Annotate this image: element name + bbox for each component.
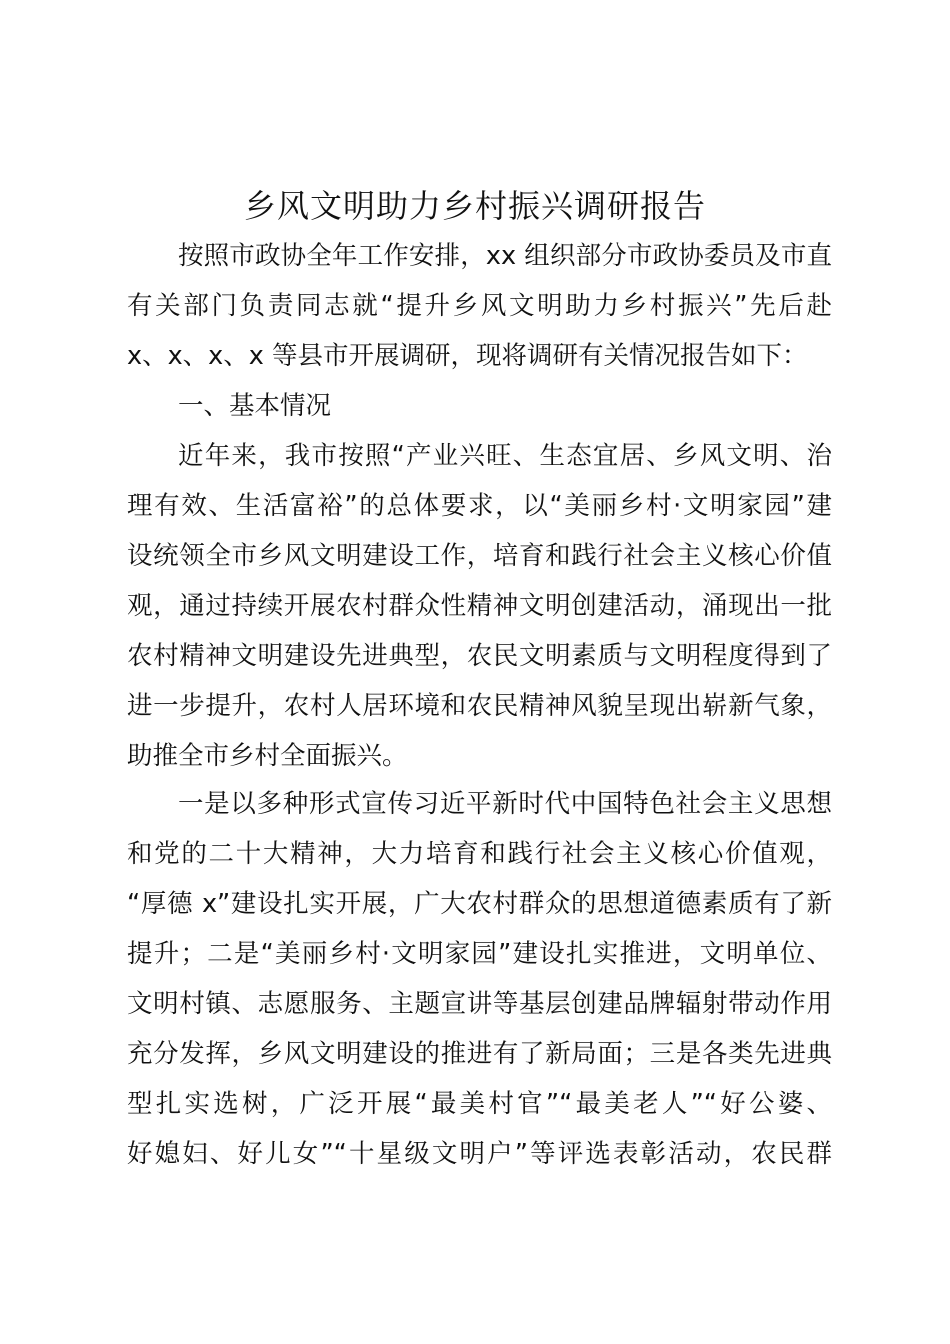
paragraph-line: 和党的二十大精神，大力培育和践行社会主义核心价值观， [127, 839, 832, 869]
paragraph-line: 理有效、生活富裕”的总体要求，以“美丽乡村·文明家园”建 [127, 491, 832, 521]
paragraph-line: 一是以多种形式宣传习近平新时代中国特色社会主义思想 [178, 789, 832, 819]
paragraph-line: 型扎实选树，广泛开展“最美村官”“最美老人”“好公婆、 [127, 1089, 832, 1119]
paragraph-line: 充分发挥，乡风文明建设的推进有了新局面；三是各类先进典 [127, 1039, 832, 1069]
paragraph-line: 有关部门负责同志就“提升乡风文明助力乡村振兴”先后赴 [127, 291, 832, 321]
paragraph-line: “厚德 x”建设扎实开展，广大农村群众的思想道德素质有了新 [127, 889, 832, 919]
document-title: 乡风文明助力乡村振兴调研报告 [243, 187, 706, 225]
paragraph-line: 按照市政协全年工作安排，xx 组织部分市政协委员及市直 [178, 241, 832, 271]
paragraph-line: 设统领全市乡风文明建设工作，培育和践行社会主义核心价值 [127, 541, 832, 571]
section-heading: 一、基本情况 [178, 391, 332, 421]
paragraph-line: 观，通过持续开展农村群众性精神文明创建活动，涌现出一批 [127, 591, 832, 621]
paragraph-line: 提升；二是“美丽乡村·文明家园”建设扎实推进，文明单位、 [127, 939, 832, 969]
paragraph-line: 进一步提升，农村人居环境和农民精神风貌呈现出崭新气象， [127, 691, 832, 721]
paragraph-line: 近年来，我市按照“产业兴旺、生态宜居、乡风文明、治 [178, 441, 832, 471]
paragraph-line: 文明村镇、志愿服务、主题宣讲等基层创建品牌辐射带动作用 [127, 989, 832, 1019]
paragraph-line: x、x、x、x 等县市开展调研，现将调研有关情况报告如下： [127, 341, 808, 371]
paragraph-line: 助推全市乡村全面振兴。 [127, 741, 408, 771]
paragraph-line: 好媳妇、好儿女”“十星级文明户”等评选表彰活动，农民群 [127, 1139, 832, 1169]
paragraph-line: 农村精神文明建设先进典型，农民文明素质与文明程度得到了 [127, 641, 832, 671]
